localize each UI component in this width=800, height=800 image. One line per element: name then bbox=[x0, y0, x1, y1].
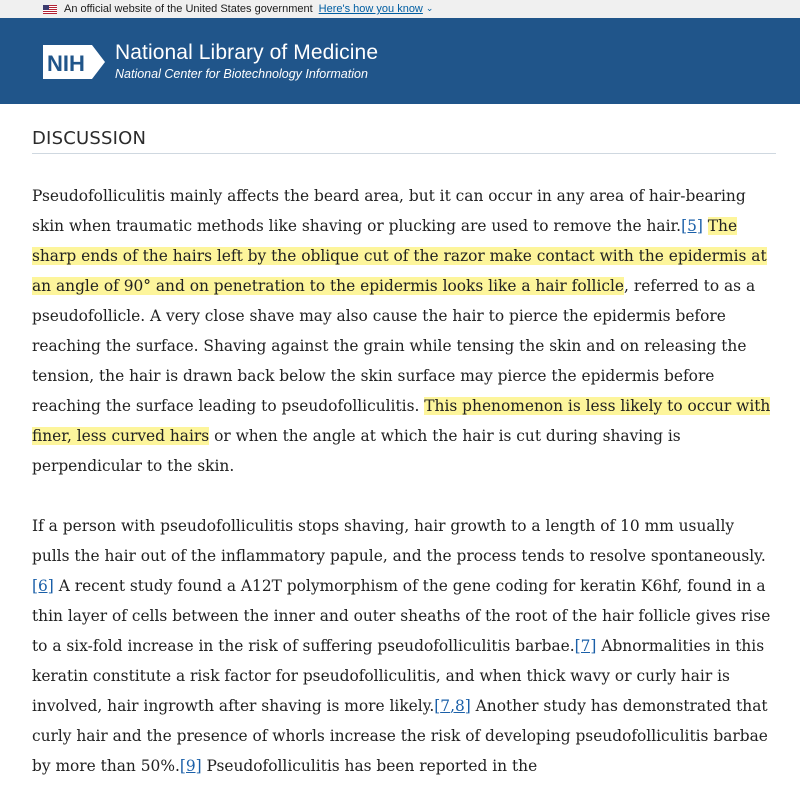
nih-logo-icon[interactable] bbox=[42, 44, 106, 80]
heres-how-you-know-link[interactable]: Here's how you know bbox=[318, 3, 423, 15]
reference-link-7[interactable]: [7] bbox=[574, 637, 597, 655]
gov-banner-text: An official website of the United States government bbox=[64, 3, 313, 15]
bracket-open: [ bbox=[434, 697, 441, 715]
site-subtitle: National Center for Biotechnology Information bbox=[115, 67, 368, 81]
article-content bbox=[32, 104, 776, 781]
reference-link-7b[interactable]: 7 bbox=[440, 697, 451, 715]
us-flag-icon bbox=[43, 5, 57, 14]
paragraph-1 bbox=[32, 181, 776, 481]
highlighted-text-1: The sharp ends of the hairs left by the oblique cut of the razor make contact with the epidermis at an angle of 90° and on penetration to the epidermis looks like a hair follicle bbox=[32, 217, 767, 295]
reference-group-7-8 bbox=[434, 697, 471, 715]
paragraph-2 bbox=[32, 511, 776, 781]
chevron-down-icon[interactable]: ⌄ bbox=[425, 2, 434, 13]
reference-separator: , bbox=[450, 697, 455, 715]
p2-text-1: If a person with pseudofolliculitis stops shaving, hair growth to a length of 10 mm usually pulls the hair out of the inflammatory papule, and the process tends to resolve spontaneously. bbox=[32, 517, 766, 565]
site-title[interactable]: National Library of Medicine bbox=[115, 41, 379, 64]
reference-link-6[interactable]: [6] bbox=[32, 577, 54, 595]
p1-text-3: , referred to as a pseudofollicle. A very close shave may also cause the hair to pierce the epidermis before reaching the surface. Shaving against the grain while tensing the skin and on releasing the tension, the hair is drawn back below the skin surface may pierce the epidermis before reaching the surface leading to pseudofolliculitis. bbox=[32, 277, 756, 415]
highlighted-text-2: This phenomenon is less likely to occur with finer, less curved hairs bbox=[32, 397, 771, 445]
discussion-heading: DISCUSSION bbox=[32, 104, 776, 154]
reference-link-5[interactable]: [5] bbox=[681, 217, 703, 235]
reference-link-9[interactable]: [9] bbox=[179, 757, 202, 775]
reference-link-8[interactable]: 8 bbox=[454, 697, 465, 715]
nih-logo-text: NIH bbox=[47, 51, 85, 76]
p2-text-4: Another study has demonstrated that curly hair and the presence of whorls increase the risk of developing pseudofolliculitis barbae by more than 50%. bbox=[32, 697, 768, 775]
site-header bbox=[0, 18, 800, 104]
p2-text-5: Pseudofolliculitis has been reported in the bbox=[201, 757, 538, 775]
p2-text-3: Abnormalities in this keratin constitute a risk factor for pseudofolliculitis, and when thick wavy or curly hair is involved, hair ingrowth after shaving is more likely. bbox=[32, 637, 765, 715]
p1-text-1: Pseudofolliculitis mainly affects the beard area, but it can occur in any area of hair-bearing skin when traumatic methods like shaving or plucking are used to remove the hair. bbox=[32, 187, 746, 235]
bracket-close: ] bbox=[464, 697, 471, 715]
p1-text-5: or when the angle at which the hair is cut during shaving is perpendicular to the skin. bbox=[32, 427, 681, 475]
p2-text-2: A recent study found a A12T polymorphism of the gene coding for keratin K6hf, found in a thin layer of cells between the inner and outer sheaths of the root of the hair follicle gives rise to a six-fold increase in the risk of suffering pseudofolliculitis barbae. bbox=[32, 577, 771, 655]
gov-banner bbox=[0, 0, 800, 18]
